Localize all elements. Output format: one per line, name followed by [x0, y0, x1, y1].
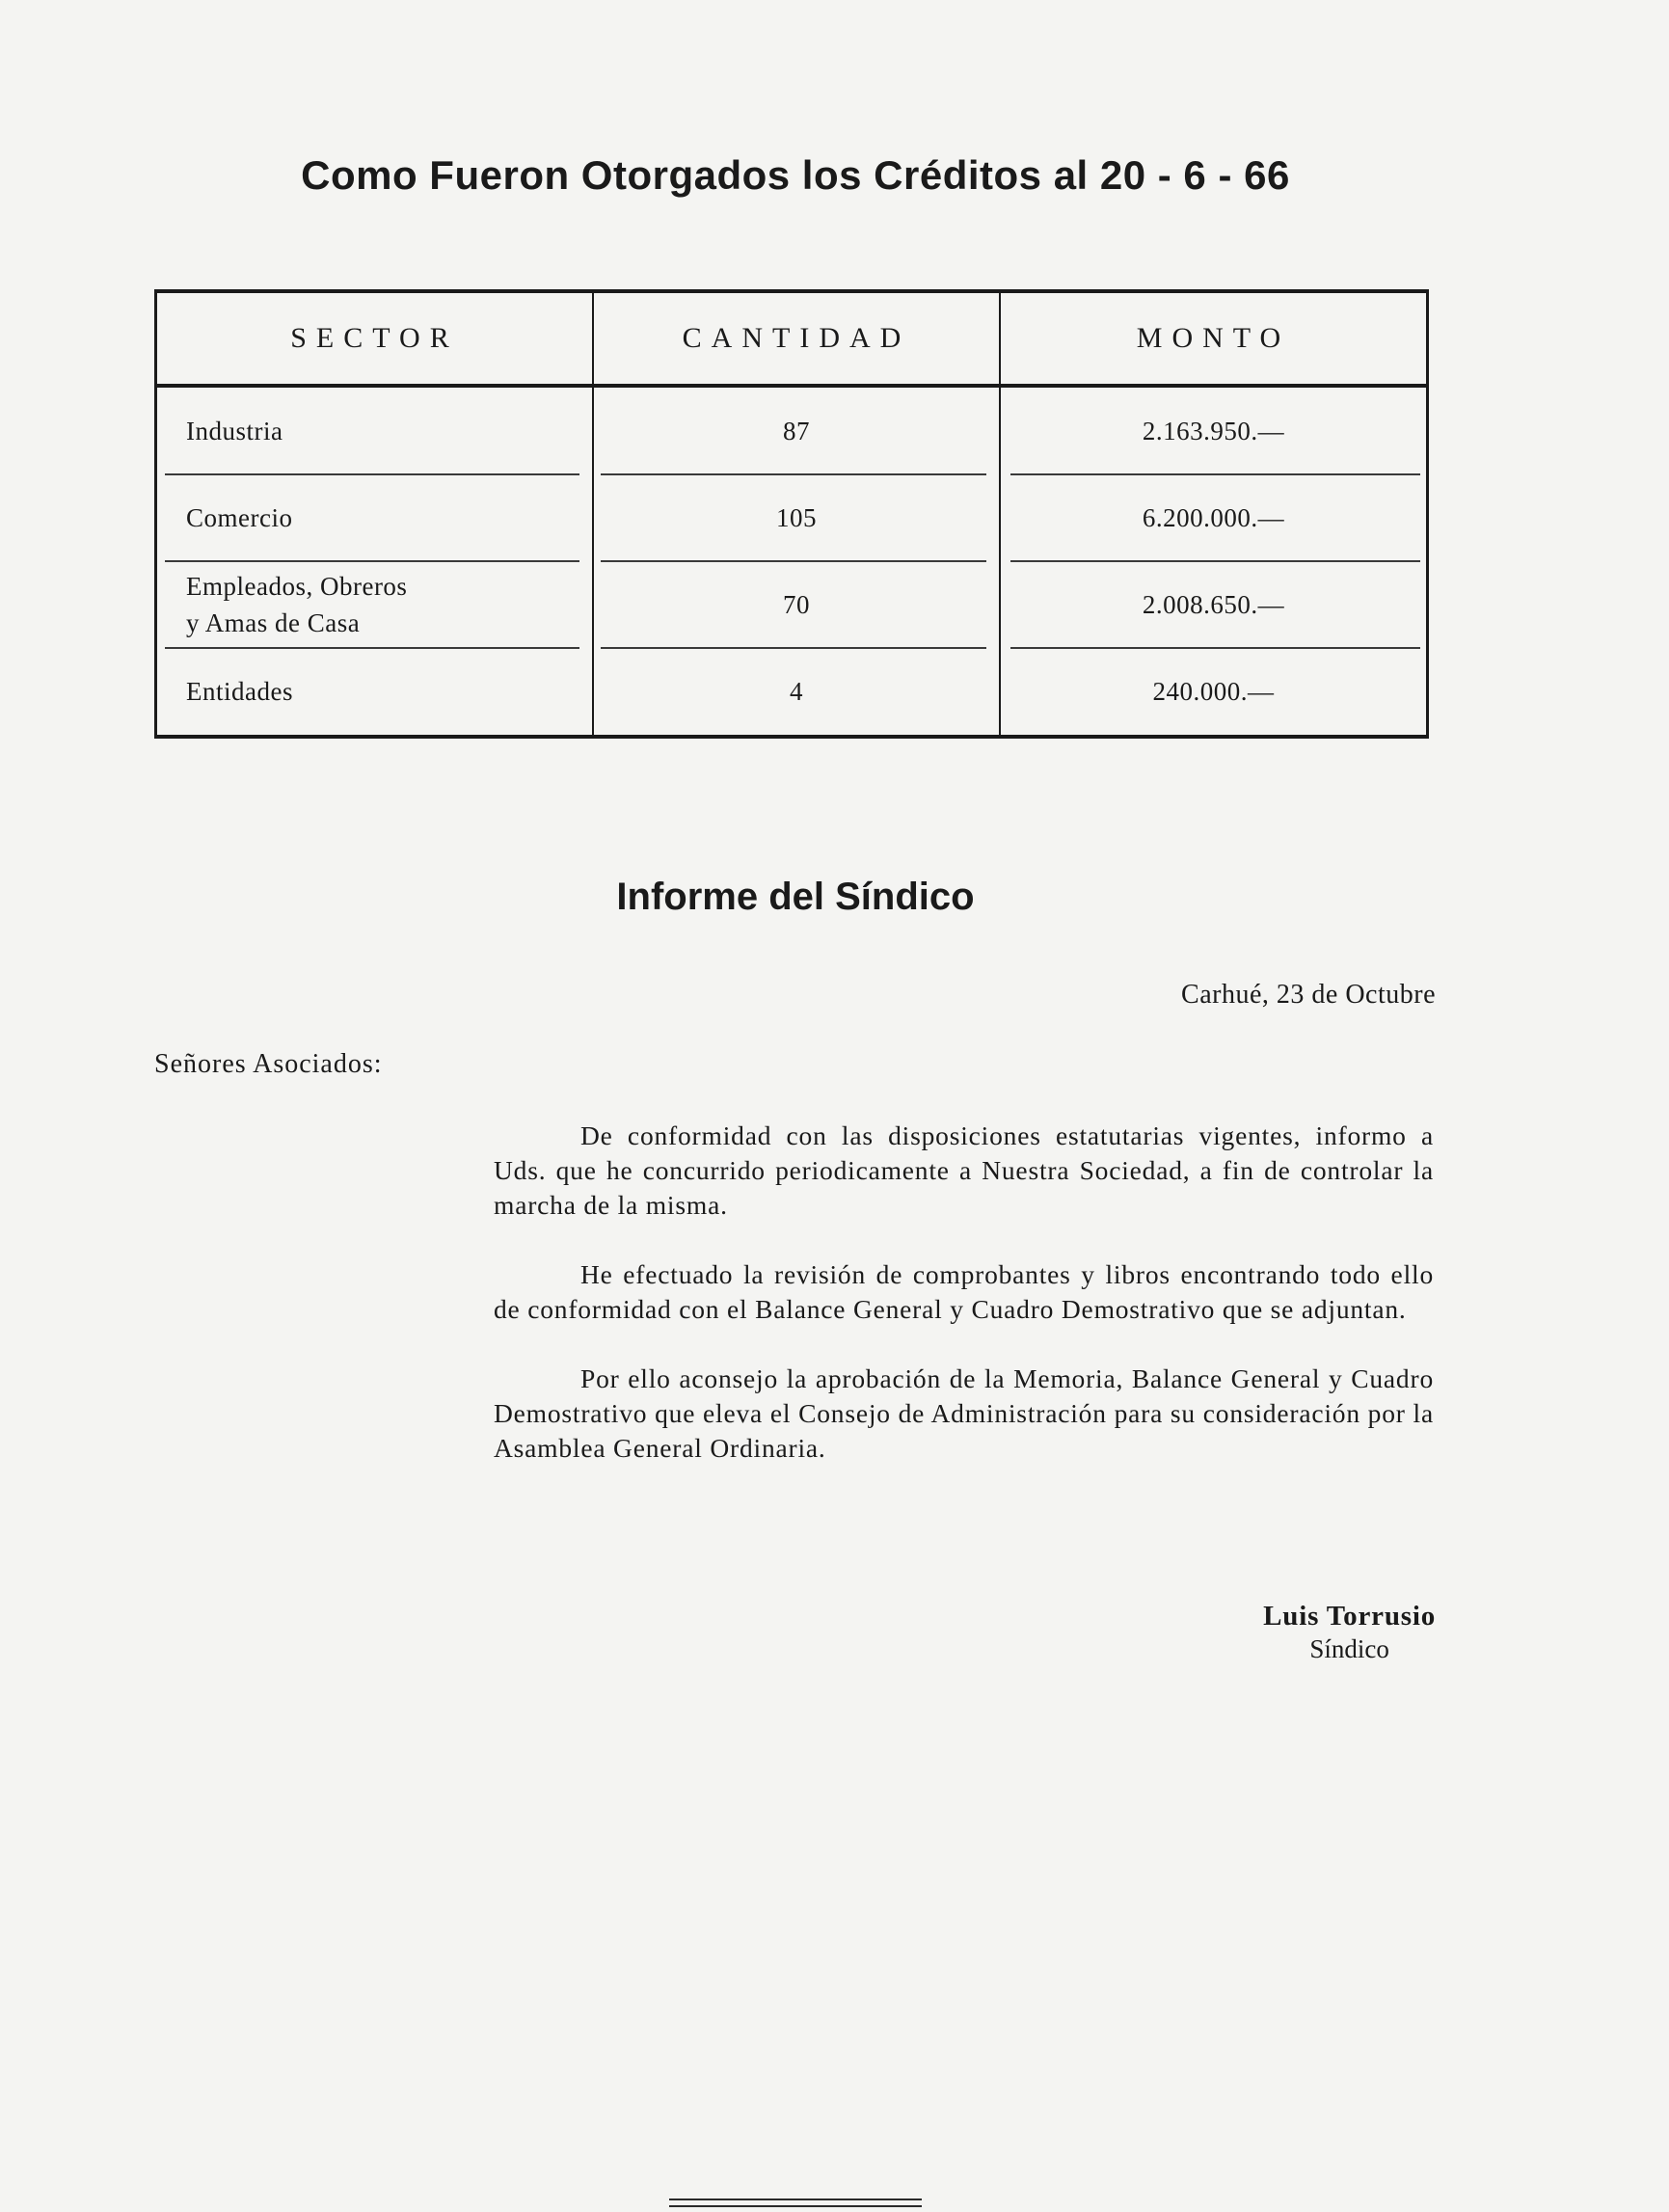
- report-title: Informe del Síndico: [616, 876, 975, 918]
- cell-sector: Comercio: [186, 503, 293, 532]
- cell-sector: Entidades: [186, 677, 293, 706]
- report-paragraph: He efectuado la revisión de comprobantes y libros encontrando todo ello de conformidad con el Balance General y Cuadro Demostrativo que se adjuntan.: [494, 1259, 1434, 1324]
- header-monto: MONTO: [999, 293, 1426, 384]
- table-row: [154, 388, 1429, 474]
- cell-cantidad: 4: [592, 648, 999, 735]
- end-divider: [669, 2199, 922, 2212]
- cell-sector-line: y Amas de Casa: [186, 608, 361, 637]
- cell-monto: 2.163.950.—: [999, 388, 1426, 474]
- cell-sector: Industria: [186, 417, 283, 445]
- report-paragraph: Por ello aconsejo la aprobación de la Memoria, Balance General y Cuadro Demostrativo que eleva el Consejo de Administración para su consideración por la Asamblea General Ordinaria.: [494, 1363, 1434, 1463]
- report-paragraph: De conformidad con las disposiciones estatutarias vigentes, informo a Uds. que he concurrido periodicamente a Nuestra Sociedad, a fin de controlar la marcha de la misma.: [494, 1120, 1434, 1220]
- cell-cantidad: 70: [592, 561, 999, 648]
- table-row: [154, 648, 1429, 735]
- cell-monto: 2.008.650.—: [999, 561, 1426, 648]
- header-sector: SECTOR: [290, 322, 459, 354]
- report-date: Carhué, 23 de Octubre: [1181, 980, 1436, 1010]
- signature-block: [1263, 1601, 1436, 1664]
- cell-cantidad: 105: [592, 474, 999, 561]
- table-bottom-rule: [154, 735, 1429, 739]
- cell-monto: 6.200.000.—: [999, 474, 1426, 561]
- page-title: Como Fueron Otorgados los Créditos al 20 - 6 - 66: [301, 152, 1290, 198]
- header-cantidad: CANTIDAD: [592, 293, 999, 384]
- table-header-row: [154, 293, 1429, 388]
- signature-role: Síndico: [1309, 1634, 1389, 1663]
- report-greeting: Señores Asociados:: [154, 1049, 383, 1079]
- table-row: [154, 474, 1429, 561]
- signature-name: Luis Torrusio: [1263, 1601, 1436, 1632]
- cell-sector-line: Empleados, Obreros: [186, 572, 408, 601]
- table-row: [154, 561, 1429, 648]
- report-body: [494, 1119, 1434, 1500]
- credits-table: [154, 289, 1429, 739]
- cell-cantidad: 87: [592, 388, 999, 474]
- cell-monto: 240.000.—: [999, 648, 1426, 735]
- cell-sector: [157, 561, 592, 648]
